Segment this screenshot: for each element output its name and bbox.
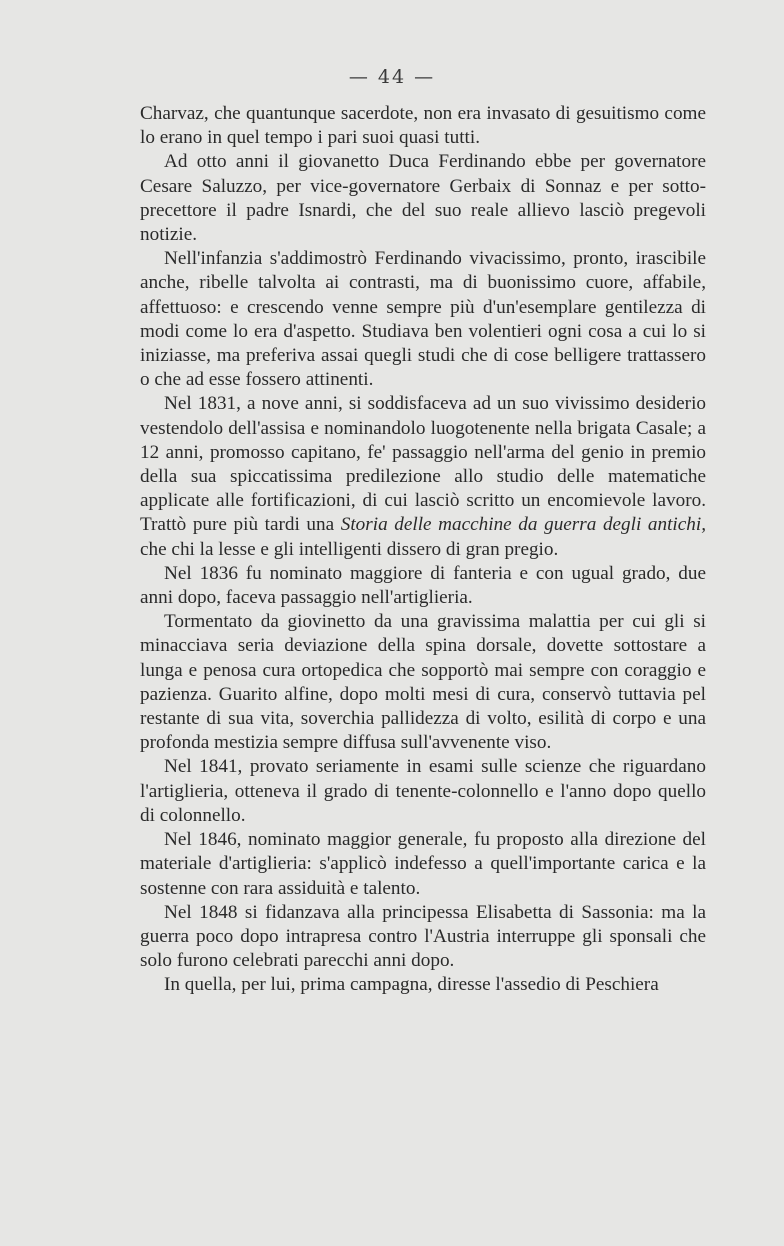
paragraph: Charvaz, che quantunque sacerdote, non era invasato di gesuitismo come lo erano in quel tempo i pari suoi quasi tutti. — [140, 103, 706, 149]
paragraph: Nel 1836 fu nominato maggiore di fanteria e con ugual grado, due anni dopo, faceva passaggio nell'artiglieria. — [140, 562, 706, 609]
paragraph: Nel 1846, nominato maggior generale, fu proposto alla direzione del materiale d'artiglieria: s'applicò indefesso a quell'importante carica e la sostenne con rara assiduità e talento. — [140, 829, 706, 899]
paragraph-text: Nel 1831, a nove anni, si soddisfaceva ad un suo vivissimo desiderio vestendolo dell'assisa e nominandolo luogotenente nella brigata Casale; a 12 anni, promosso capitano, fe' passaggio nell'arma del genio in premio della sua spiccatissima predilezione allo studio delle matematiche applicate alle fortificazioni, di cui lasciò scritto un encomievole lavoro. Trattò pure più tardi una — [140, 393, 706, 536]
paragraph-text: che chi la lesse e gli intelligenti dissero di gran pregio. — [140, 538, 559, 560]
body-text — [140, 102, 706, 998]
paragraph: Nel 1841, provato seriamente in esami sulle scienze che riguardano l'artiglieria, otteneva il grado di tenente-colonnello e l'anno dopo quello di colonnello. — [140, 756, 706, 826]
page-number: — 44 — — [348, 66, 436, 88]
book-title-italic: Storia delle macchine da guerra degli antichi, — [340, 514, 707, 536]
paragraph: In quella, per lui, prima campagna, diresse l'assedio di Peschiera — [164, 974, 659, 996]
paragraph — [140, 392, 706, 561]
paragraph: Nell'infanzia s'addimostrò Ferdinando vivacissimo, pronto, irascibile anche, ribelle talvolta ai contrasti, ma di buonissimo cuore, affabile, affettuoso: e crescendo venne sempre più d'un'esemplare gentilezza di modi come lo era d'aspetto. Studiava ben volentieri ogni cosa a cui lo si iniziasse, ma preferiva assai quegli studi che di cose belligere trattassero o che ad esse fossero attinenti. — [140, 248, 706, 391]
paragraph: Nel 1848 si fidanzava alla principessa Elisabetta di Sassonia: ma la guerra poco dopo intrapresa contro l'Austria interruppe gli sponsali che solo furono celebrati parecchi anni dopo. — [140, 901, 706, 972]
paragraph: Tormentato da giovinetto da una gravissima malattia per cui gli si minacciava seria deviazione della spina dorsale, dovette sottostare a lunga e penosa cura ortopedica che sopportò mai sempre con coraggio e pazienza. Guarito alfine, dopo molti mesi di cura, conservò tuttavia pel restante di sua vita, soverchia pallidezza di volto, esilità di corpo e una profonda mestizia sempre diffusa sull'avvenente viso. — [140, 611, 706, 754]
paragraph: Ad otto anni il giovanetto Duca Ferdinando ebbe per governatore Cesare Saluzzo, per vice-governatore Gerbaix di Sonnaz e per sotto-precettore il padre Isnardi, che del suo reale allievo lasciò pregevoli notizie. — [140, 151, 706, 246]
